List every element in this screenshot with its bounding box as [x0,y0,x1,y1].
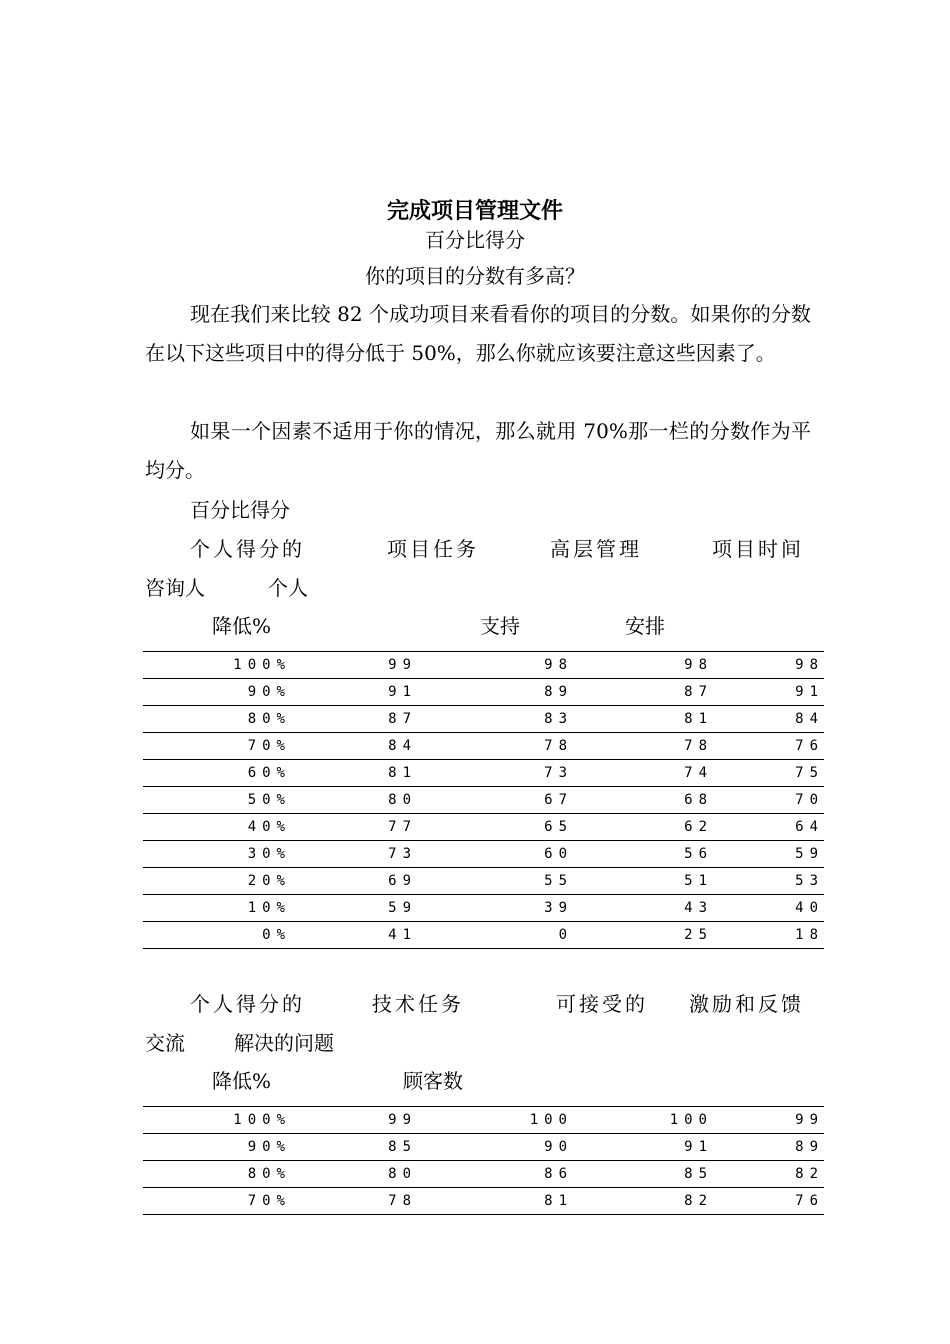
t2-col1-header: 技术任务 [372,992,464,1016]
score-cell: 81 [573,706,713,733]
score-cell: 90 [417,1134,573,1161]
table-row [143,895,824,922]
percent-cell: 100% [143,652,291,679]
score-cell: 74 [573,760,713,787]
score-cell: 56 [573,841,713,868]
percent-cell: 70% [143,733,291,760]
t2-col0-header-sub: 降低% [212,1069,272,1093]
score-cell: 81 [291,760,417,787]
score-cell: 39 [417,895,573,922]
percent-cell: 100% [143,1107,291,1134]
score-cell: 87 [573,679,713,706]
score-cell: 99 [291,1107,417,1134]
t1-col3-header: 项目时间 [712,537,804,561]
score-cell: 83 [417,706,573,733]
percent-cell: 80% [143,1161,291,1188]
document-subtitle: 百分比得分 [425,228,525,252]
score-cell: 76 [713,733,824,760]
percent-cell: 80% [143,706,291,733]
score-cell: 43 [573,895,713,922]
percent-cell: 0% [143,922,291,949]
table-row [143,868,824,895]
average-note-paragraph: 如果一个因素不适用于你的情况，那么就用 70%那一栏的分数作为平均分。 [145,419,811,482]
intro-paragraph: 现在我们来比较 82 个成功项目来看看你的项目的分数。如果你的分数在以下这些项目中的得分低于 50%，那么你就应该要注意这些因素了。 [145,302,811,365]
t1-col0-header-sub: 降低% [212,614,272,638]
score-cell: 89 [417,679,573,706]
score-cell: 81 [417,1188,573,1215]
score-cell: 82 [713,1161,824,1188]
table-row [143,814,824,841]
score-table-2 [143,1106,824,1215]
t2-col2-header: 可接受的 [556,992,648,1016]
percent-cell: 20% [143,868,291,895]
score-cell: 25 [573,922,713,949]
score-cell: 76 [713,1188,824,1215]
score-cell: 53 [713,868,824,895]
t2-col2-header-sub: 顾客数 [403,1069,463,1093]
table-row [143,1107,824,1134]
table-row [143,922,824,949]
score-cell: 69 [291,868,417,895]
table-row [143,733,824,760]
t2-col4-header-a: 交流 [145,1031,185,1055]
score-cell: 99 [291,652,417,679]
score-cell: 78 [573,733,713,760]
t1-col4-header-b: 个人 [268,576,308,600]
score-cell: 86 [417,1161,573,1188]
score-cell: 59 [291,895,417,922]
percent-cell: 90% [143,1134,291,1161]
t1-col2-header-sub: 支持 [480,614,520,638]
score-cell: 75 [713,760,824,787]
percent-cell: 60% [143,760,291,787]
score-cell: 89 [713,1134,824,1161]
table-row [143,1161,824,1188]
percent-cell: 30% [143,841,291,868]
score-cell: 99 [713,1107,824,1134]
score-cell: 87 [291,706,417,733]
score-cell: 98 [713,652,824,679]
score-cell: 18 [713,922,824,949]
score-cell: 91 [713,679,824,706]
t2-col0-header: 个人得分的 [190,992,305,1016]
percent-cell: 10% [143,895,291,922]
t1-col0-header: 个人得分的 [190,537,305,561]
score-cell: 59 [713,841,824,868]
score-cell: 91 [291,679,417,706]
score-cell: 68 [573,787,713,814]
table-row [143,760,824,787]
score-cell: 78 [291,1188,417,1215]
document-question: 你的项目的分数有多高？ [365,264,585,288]
t1-col3-header-sub: 安排 [625,614,665,638]
score-cell: 73 [417,760,573,787]
score-cell: 0 [417,922,573,949]
score-cell: 91 [573,1134,713,1161]
score-cell: 78 [417,733,573,760]
t1-col1-header: 项目任务 [387,537,479,561]
section-label: 百分比得分 [190,498,290,522]
percent-cell: 40% [143,814,291,841]
table-row [143,706,824,733]
table-row [143,1134,824,1161]
score-cell: 82 [573,1188,713,1215]
table-row [143,1188,824,1215]
score-cell: 100 [573,1107,713,1134]
score-cell: 55 [417,868,573,895]
score-cell: 85 [573,1161,713,1188]
t2-col4-header-b: 解决的问题 [234,1031,334,1055]
score-cell: 84 [713,706,824,733]
score-cell: 65 [417,814,573,841]
score-cell: 40 [713,895,824,922]
score-cell: 62 [573,814,713,841]
percent-cell: 50% [143,787,291,814]
document-title: 完成项目管理文件 [386,198,563,224]
score-cell: 77 [291,814,417,841]
percent-cell: 70% [143,1188,291,1215]
score-cell: 100 [417,1107,573,1134]
table-row [143,652,824,679]
score-cell: 41 [291,922,417,949]
score-cell: 51 [573,868,713,895]
score-cell: 70 [713,787,824,814]
score-cell: 60 [417,841,573,868]
score-cell: 67 [417,787,573,814]
score-cell: 73 [291,841,417,868]
score-cell: 84 [291,733,417,760]
t1-col4-header-a: 咨询人 [145,576,205,600]
score-cell: 85 [291,1134,417,1161]
score-cell: 64 [713,814,824,841]
score-table-1 [143,651,824,949]
table-row [143,787,824,814]
table-row [143,679,824,706]
percent-cell: 90% [143,679,291,706]
t2-col3-header: 激励和反馈 [689,992,804,1016]
score-cell: 80 [291,1161,417,1188]
score-cell: 98 [573,652,713,679]
t1-col2-header: 高层管理 [550,537,642,561]
score-cell: 80 [291,787,417,814]
score-cell: 98 [417,652,573,679]
table-row [143,841,824,868]
